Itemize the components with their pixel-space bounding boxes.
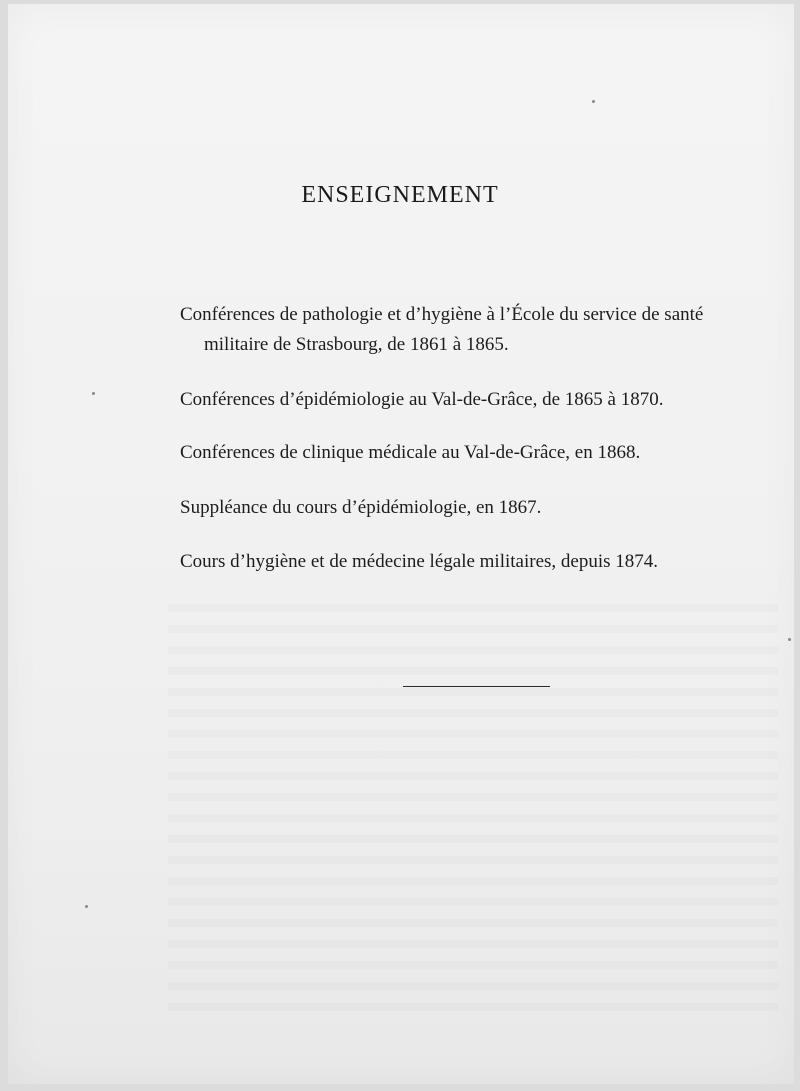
section-heading: ENSEIGNEMENT (301, 182, 499, 208)
bleed-through-text (168, 604, 778, 1024)
list-item (180, 547, 780, 577)
paper-speck (788, 638, 791, 641)
entry-text: Conférences de clinique médicale au Val-de-Grâce, en 1868. (180, 442, 641, 463)
entry-text: Conférences de pathologie et d’hygiène à l’École du service de santé (180, 304, 704, 325)
list-item (180, 385, 780, 415)
list-item (180, 300, 780, 360)
entry-text: Cours d’hygiène et de médecine légale militaires, depuis 1874. (180, 551, 659, 572)
list-item (180, 438, 780, 468)
document-page (8, 4, 794, 1084)
paper-speck (85, 905, 88, 908)
paper-speck (592, 100, 595, 103)
entry-text: Conférences d’épidémiologie au Val-de-Grâce, de 1865 à 1870. (180, 389, 664, 410)
list-item (180, 493, 780, 523)
section-divider (403, 686, 550, 687)
paper-speck (92, 392, 95, 395)
entry-text: Suppléance du cours d’épidémiologie, en 1867. (180, 497, 542, 518)
entry-text-continued: militaire de Strasbourg, de 1861 à 1865. (204, 334, 509, 355)
